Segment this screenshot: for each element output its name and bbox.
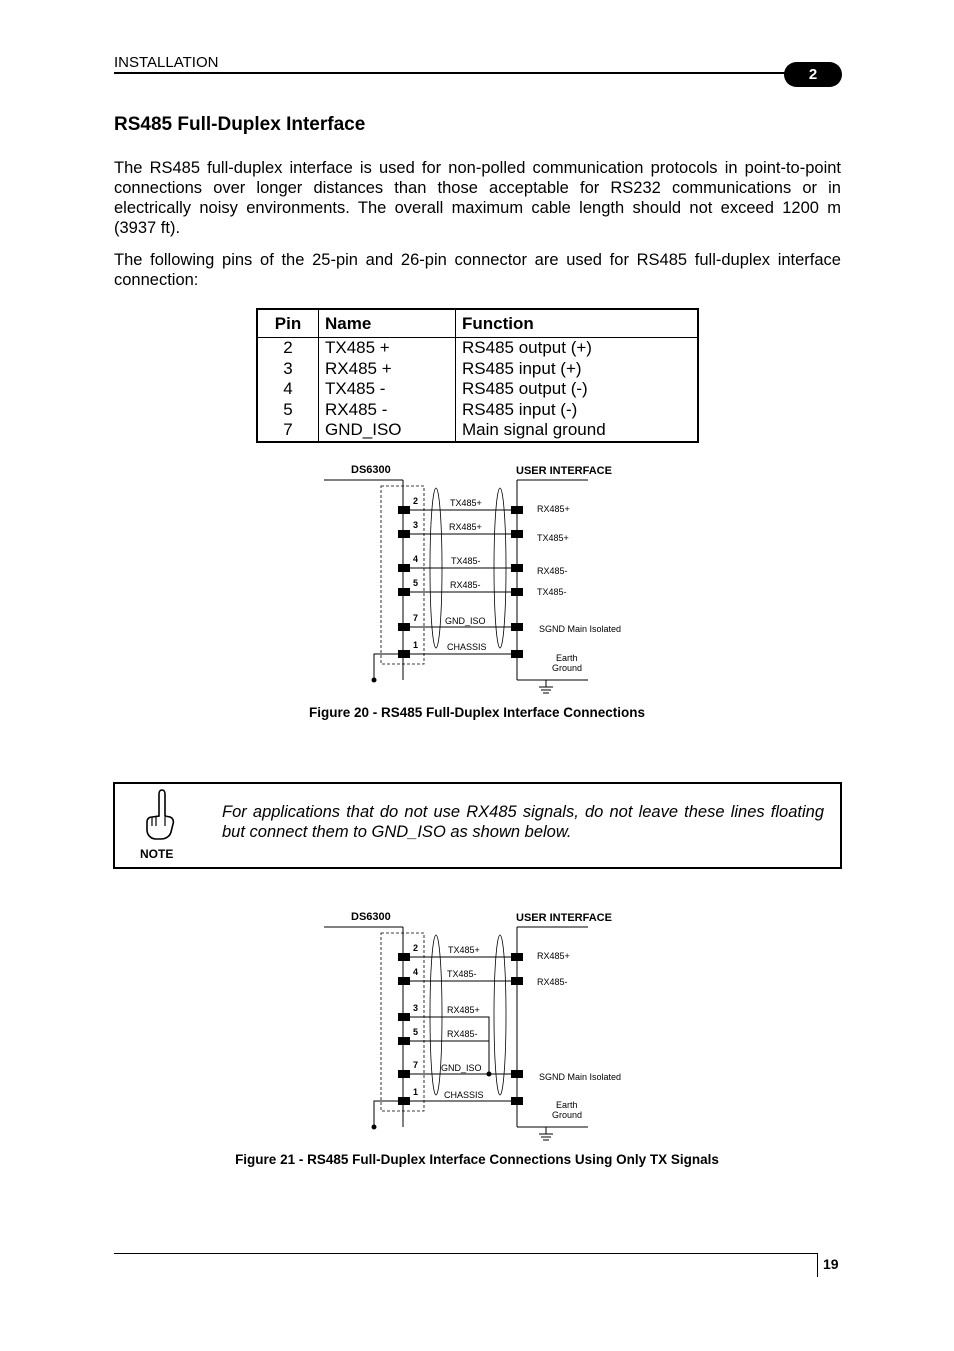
intro-paragraph: The RS485 full-duplex interface is used for non-polled communication protocols in point-to-point connections over longer distances than those acceptable for RS232 communications or in electrically noisy environments. The overall maximum cable length should not exceed 1200 m (3937 ft). — [114, 159, 841, 237]
pin-cell: 3 — [257, 359, 319, 380]
fig21-pin: 3 — [413, 1003, 419, 1013]
name-cell: RX485 + — [319, 359, 456, 380]
name-cell: RX485 - — [319, 400, 456, 421]
fig20-right-label: TX485+ — [537, 533, 569, 543]
header-rule — [114, 72, 804, 74]
fig21-pin: 2 — [413, 943, 419, 953]
fig20-left-title: DS6300 — [351, 464, 391, 476]
footer-rule — [114, 1253, 817, 1254]
fig20-earth-label: Ground — [552, 663, 583, 673]
fig21-wire-label: TX485- — [447, 969, 477, 979]
fig21-wire-label: TX485+ — [448, 945, 480, 955]
fig21-left-title: DS6300 — [351, 911, 391, 923]
fig20-right-label: RX485+ — [537, 504, 570, 514]
fig20-pin: 3 — [413, 520, 419, 530]
figure21-caption: Figure 21 - RS485 Full-Duplex Interface Connections Using Only TX Signals — [235, 1152, 719, 1167]
pointing-hand-icon — [142, 786, 178, 842]
header-function: Function — [456, 309, 699, 338]
fig20-pin: 1 — [413, 640, 419, 650]
running-header: INSTALLATION — [114, 54, 219, 71]
fig21-earth-label: Earth — [556, 1100, 578, 1110]
name-cell: TX485 - — [319, 379, 456, 400]
fig20-pin: 5 — [413, 578, 419, 588]
fig21-right-label: SGND Main Isolated — [539, 1072, 622, 1082]
fig20-wire-label: CHASSIS — [447, 642, 487, 652]
table-header-row — [257, 309, 698, 338]
fig20-pin: 2 — [413, 496, 419, 506]
table-row — [257, 359, 698, 380]
pin-table — [256, 308, 699, 443]
function-cell: RS485 input (+) — [456, 359, 699, 380]
fig20-right-label: RX485- — [537, 566, 568, 576]
function-cell: RS485 input (-) — [456, 400, 699, 421]
fig21-right-title: USER INTERFACE — [516, 912, 612, 924]
fig21-wire-label: RX485+ — [447, 1005, 480, 1015]
fig20-wire-label: TX485- — [451, 556, 481, 566]
fig20-wire-label: TX485+ — [450, 498, 482, 508]
function-cell: Main signal ground — [456, 420, 699, 442]
page-number: 19 — [823, 1256, 839, 1272]
chapter-badge: 2 — [784, 62, 842, 87]
fig21-pin: 7 — [413, 1060, 419, 1070]
fig20-right-title: USER INTERFACE — [516, 465, 612, 477]
figure20-wiring-diagram — [320, 458, 640, 698]
pin-cell: 7 — [257, 420, 319, 442]
note-text: For applications that do not use RX485 signals, do not leave these lines floating but connect them to GND_ISO as shown below. — [222, 803, 824, 841]
footer-divider — [817, 1253, 818, 1277]
fig20-wire-label: GND_ISO — [445, 616, 486, 626]
pins-paragraph: The following pins of the 25-pin and 26-pin connector are used for RS485 full-duplex interface connection: — [114, 251, 841, 289]
pin-cell: 4 — [257, 379, 319, 400]
fig20-right-label: TX485- — [537, 587, 567, 597]
fig21-pin: 5 — [413, 1027, 419, 1037]
name-cell: GND_ISO — [319, 420, 456, 442]
fig21-wire-label: CHASSIS — [444, 1090, 484, 1100]
fig20-wire-label: RX485+ — [449, 522, 482, 532]
fig20-right-label: SGND Main Isolated — [539, 624, 622, 634]
header-pin: Pin — [257, 309, 319, 338]
fig20-wire-label: RX485- — [450, 580, 481, 590]
section-title: RS485 Full-Duplex Interface — [114, 114, 366, 135]
fig21-pin: 1 — [413, 1087, 419, 1097]
fig21-right-label: RX485- — [537, 977, 568, 987]
fig21-pin: 4 — [413, 967, 419, 977]
figure21-wiring-diagram — [320, 905, 640, 1145]
fig20-earth-label: Earth — [556, 653, 578, 663]
fig21-earth-label: Ground — [552, 1110, 583, 1120]
pin-cell: 5 — [257, 400, 319, 421]
figure20-caption: Figure 20 - RS485 Full-Duplex Interface Connections — [308, 705, 646, 720]
note-label: NOTE — [140, 847, 174, 861]
pin-cell: 2 — [257, 338, 319, 359]
fig20-pin: 4 — [413, 554, 419, 564]
table-row — [257, 400, 698, 421]
header-name: Name — [319, 309, 456, 338]
table-row — [257, 338, 698, 359]
table-row — [257, 379, 698, 400]
function-cell: RS485 output (+) — [456, 338, 699, 359]
function-cell: RS485 output (-) — [456, 379, 699, 400]
fig21-wire-label: RX485- — [447, 1029, 478, 1039]
table-row — [257, 420, 698, 442]
fig21-wire-label: GND_ISO — [441, 1063, 482, 1073]
name-cell: TX485 + — [319, 338, 456, 359]
fig21-right-label: RX485+ — [537, 951, 570, 961]
fig20-pin: 7 — [413, 613, 419, 623]
